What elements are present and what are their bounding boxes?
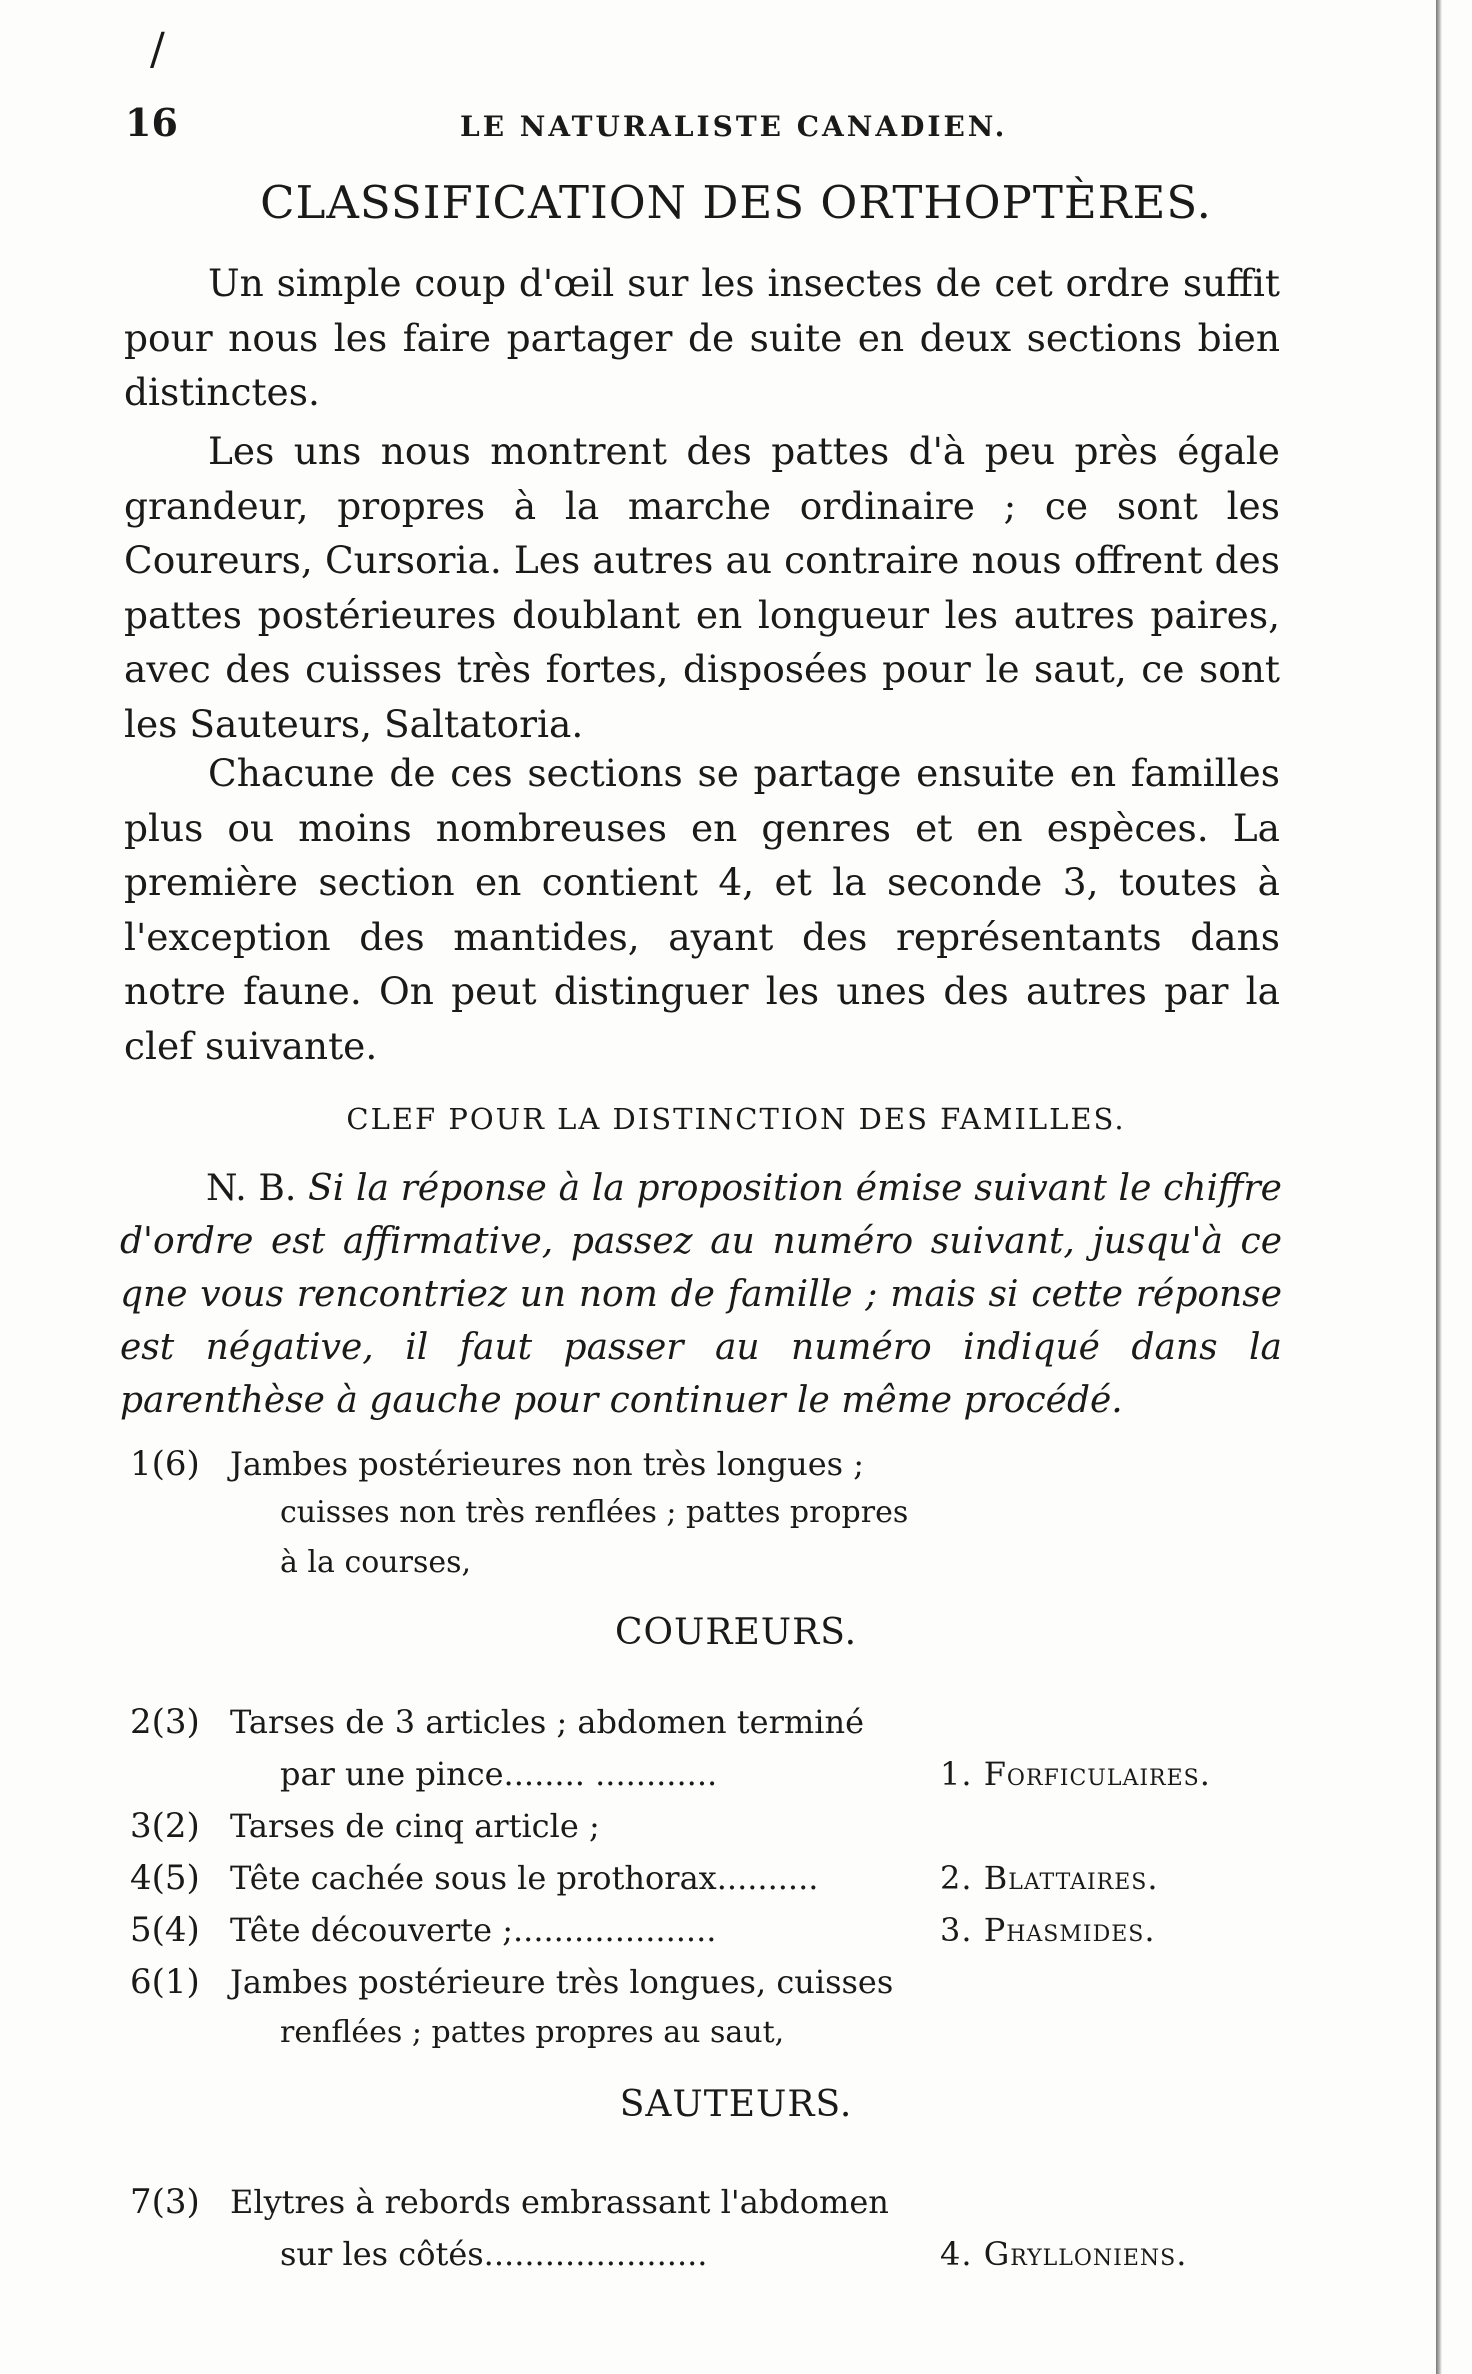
entry-number: 4(5) xyxy=(130,1858,200,1898)
entry-number: 1(6) xyxy=(130,1444,200,1484)
entry-text: Elytres à rebords embrassant l'abdomen xyxy=(230,2183,889,2221)
entry-number: 6(1) xyxy=(130,1962,200,2002)
key-entry-7 xyxy=(130,2176,889,2228)
entry-text: Jambes postérieures non très longues ; xyxy=(230,1445,864,1483)
running-head: LE NATURALISTE CANADIEN. xyxy=(460,110,1008,143)
dot-leader: ........ ............ xyxy=(503,1755,718,1793)
note-paragraph xyxy=(120,1162,1282,1427)
entry-number: 2(3) xyxy=(130,1702,200,1742)
family-name: 2. Blattaires. xyxy=(940,1859,1159,1897)
page-number: 16 xyxy=(125,100,178,145)
key-entry-7-line-2 xyxy=(130,2228,1280,2280)
key-entry-2-line-2 xyxy=(130,1748,1280,1800)
key-entry-6 xyxy=(130,1956,893,2008)
paragraph-3-text: Chacune de ces sections se partage ensuite en familles plus ou moins nombreuses en genres et en espèces. La première section en contient 4, et la seconde 3, toutes à l'exception des mantides, ayant des représentants dans notre faune. On peut distinguer les unes des autres par la clef suivante. xyxy=(124,751,1280,1068)
paragraph-2-text: Les uns nous montrent des pattes d'à peu près égale grandeur, propres à la marche ordinaire ; ce sont les Coureurs, Cursoria. Les autres au contraire nous offrent des pattes postérieures doublant en longueur les autres paires, avec des cuisses très fortes, disposées pour le saut, ce sont les Sauteurs, Saltatoria. xyxy=(124,429,1280,746)
article-title: CLASSIFICATION DES ORTHOPTÈRES. xyxy=(260,176,1212,229)
note-text: Si la réponse à la proposition émise suivant le chiffre d'ordre est affirmative, passez au numéro suivant, jusqu'à ce qne vous rencontriez un nom de famille ; mais si cette réponse est négative, il faut passer au numéro indiqué dans la parenthèse à gauche pour continuer le même procédé. xyxy=(120,1168,1282,1421)
entry-number: 5(4) xyxy=(130,1910,200,1950)
entry-text: Tarses de 3 articles ; abdomen terminé xyxy=(230,1703,865,1741)
dot-leader: .................... xyxy=(512,1911,717,1949)
paragraph-1 xyxy=(124,256,1280,420)
family-name: 4. Grylloniens. xyxy=(940,2235,1188,2273)
key-entry-2 xyxy=(130,1696,864,1748)
family-name: 3. Phasmides. xyxy=(940,1911,1156,1949)
entry-text: Jambes postérieure très longues, cuisses xyxy=(230,1963,894,2001)
entry-number: 3(2) xyxy=(130,1806,200,1846)
key-entry-4 xyxy=(130,1852,1280,1904)
entry-text xyxy=(230,1852,818,1904)
entry-number: 7(3) xyxy=(130,2182,200,2222)
key-entry-1 xyxy=(130,1438,864,1490)
entry-text-part: Tête cachée sous le prothorax xyxy=(230,1859,717,1897)
key-title: CLEF POUR LA DISTINCTION DES FAMILLES. xyxy=(346,1102,1126,1136)
note-lead: N. B. xyxy=(206,1168,297,1209)
dot-leader: ...................... xyxy=(483,2235,708,2273)
entry-text: Tarses de cinq article ; xyxy=(230,1807,600,1845)
key-entry-6-line-2: renflées ; pattes propres au saut, xyxy=(280,2015,785,2050)
page-edge-shadow xyxy=(1436,0,1442,2374)
entry-text-part: sur les côtés xyxy=(280,2235,484,2273)
family-name: 1. Forficulaires. xyxy=(940,1755,1211,1793)
dot-leader: .......... xyxy=(716,1859,819,1897)
entry-text-part: par une pince xyxy=(280,1755,504,1793)
entry-text xyxy=(280,1748,717,1800)
entry-text xyxy=(280,2228,707,2280)
section-heading-coureurs: COUREURS. xyxy=(614,1612,858,1653)
pen-stroke-mark: / xyxy=(150,24,165,75)
paragraph-1-text: Un simple coup d'œil sur les insectes de cet ordre suffit pour nous les faire partager de suite en deux sections bien distinctes. xyxy=(124,261,1280,414)
paragraph-3 xyxy=(124,746,1280,1073)
entry-text-part: Tête découverte ; xyxy=(230,1911,513,1949)
key-entry-5 xyxy=(130,1904,1280,1956)
key-entry-1-line-3: à la courses, xyxy=(280,1545,472,1580)
section-heading-sauteurs: SAUTEURS. xyxy=(619,2084,853,2125)
key-entry-3 xyxy=(130,1800,600,1852)
paragraph-2 xyxy=(124,424,1280,751)
entry-text xyxy=(230,1904,716,1956)
key-entry-1-line-2: cuisses non très renflées ; pattes propres xyxy=(280,1495,909,1530)
